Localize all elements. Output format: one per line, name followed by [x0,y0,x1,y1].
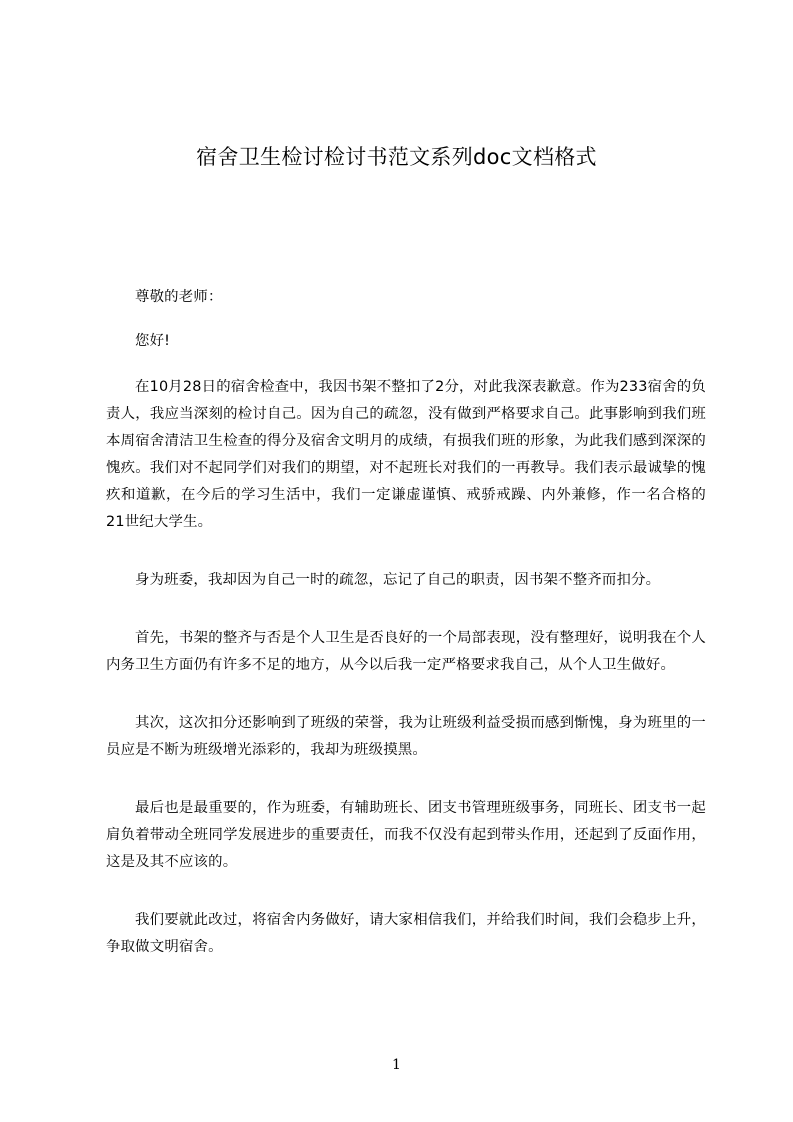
salutation: 尊敬的老师： [135,289,223,305]
greeting: 您好! [135,333,171,349]
page-number: 1 [392,1057,401,1073]
paragraph-responsibility: 身为班委，我却因为自己一时的疏忽，忘记了自己的职责，因书架不整齐而扣分。 [135,572,661,588]
paragraph-conclusion: 我们要就此改过，将宿舍内务做好，请大家相信我们，并给我们时间，我们会稳步上升，争取做文明宿舍。 [106,912,706,955]
paragraph-third-point: 最后也是最重要的，作为班委，有辅助班长、团支书管理班级事务，同班长、团支书一起肩负着带动全班同学发展进步的重要责任，而我不仅没有起到带头作用，还起到了反面作用，这是及其不应该的。 [106,800,706,870]
document-body [106,284,706,992]
paragraph-first-point: 首先，书架的整齐与否是个人卫生是否良好的一个局部表现，没有整理好，说明我在个人内务卫生方面仍有许多不足的地方，从今以后我一定严格要求我自己，从个人卫生做好。 [106,630,706,673]
document-title: 宿舍卫生检讨检讨书范文系列doc文档格式 [196,145,597,169]
paragraph-second-point: 其次，这次扣分还影响到了班级的荣誉，我为让班级利益受损而感到惭愧，身为班里的一员应是不断为班级增光添彩的，我却为班级摸黑。 [106,715,706,758]
paragraph-incident: 在10月28日的宿舍检查中，我因书架不整扣了2分，对此我深表歉意。作为233宿舍的负责人，我应当深刻的检讨自己。因为自己的疏忽，没有做到严格要求自己。此事影响到我们班本周宿舍清洁卫生检查的得分及宿舍文明月的成绩，有损我们班的形象，为此我们感到深深的愧疚。我们对不起同学们对我们的期望，对不起班长对我们的一再教导。我们表示最诚挚的愧疚和道歉，在今后的学习生活中，我们一定谦虚谨慎、戒骄戒躁、内外兼修，作一名合格的21世纪大学生。 [106,379,706,530]
